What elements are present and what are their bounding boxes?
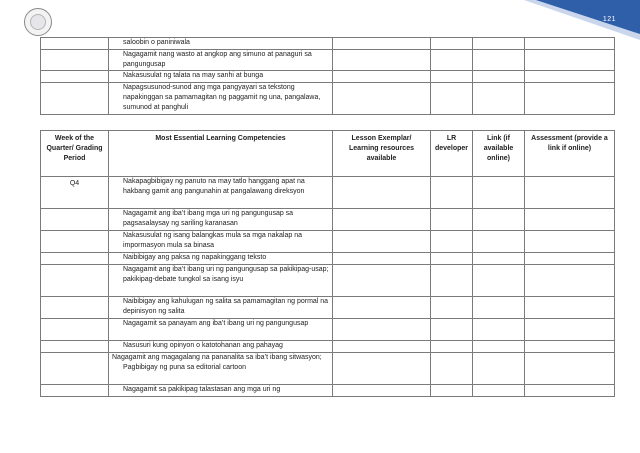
table-row [41, 231, 615, 253]
table-row [41, 253, 615, 265]
header-week: Week of the Quarter/ Grading Period [41, 131, 109, 177]
lesson-cell [333, 71, 431, 83]
table-row [41, 50, 615, 71]
header-lr: LR developer [431, 131, 473, 177]
header-assessment: Assessment (provide a link if online) [525, 131, 615, 177]
assessment-cell [525, 231, 615, 253]
week-cell [41, 341, 109, 353]
competency-cell [109, 353, 333, 385]
assessment-cell [525, 50, 615, 71]
link-cell [473, 253, 525, 265]
competency-line: Nagagamit ang magagalang na pananalita sa iba’t ibang sitwasyon; [112, 354, 322, 361]
link-cell [473, 209, 525, 231]
table-row [41, 177, 615, 209]
lr-cell [431, 71, 473, 83]
week-cell [41, 71, 109, 83]
table-row [41, 209, 615, 231]
assessment-cell [525, 341, 615, 353]
quarter-cell: Q4 [41, 177, 109, 209]
link-cell [473, 319, 525, 341]
deped-seal-logo [24, 8, 52, 36]
header-lesson: Lesson Exemplar/ Learning resources available [333, 131, 431, 177]
week-cell [41, 83, 109, 115]
link-cell [473, 353, 525, 385]
table-header-row [41, 131, 615, 177]
link-cell [473, 341, 525, 353]
week-cell [41, 50, 109, 71]
week-cell [41, 297, 109, 319]
competency-cell: Nakapagbibigay ng panuto na may tatlo hanggang apat na hakbang gamit ang pangunahin at pangalawang direksyon [109, 177, 333, 209]
lesson-cell [333, 265, 431, 297]
competency-line: Pagbibigay ng puna sa editorial cartoon [123, 364, 246, 371]
week-cell [41, 319, 109, 341]
lr-cell [431, 341, 473, 353]
table-row [41, 385, 615, 397]
assessment-cell [525, 71, 615, 83]
assessment-cell [525, 319, 615, 341]
lesson-cell [333, 50, 431, 71]
header-melc: Most Essential Learning Competencies [109, 131, 333, 177]
lr-cell [431, 38, 473, 50]
week-cell [41, 385, 109, 397]
week-cell [41, 38, 109, 50]
lr-cell [431, 353, 473, 385]
link-cell [473, 385, 525, 397]
week-cell [41, 265, 109, 297]
competency-table [40, 130, 615, 397]
competency-table-continued [40, 37, 615, 115]
competency-cell: Naibibigay ang kahulugan ng salita sa pamamagitan ng pormal na depinisyon ng salita [109, 297, 333, 319]
lr-cell [431, 253, 473, 265]
header-link: Link (if available online) [473, 131, 525, 177]
assessment-cell [525, 265, 615, 297]
lr-cell [431, 83, 473, 115]
competency-cell: Nagagamit nang wasto at angkop ang simuno at panaguri sa pangungusap [109, 50, 333, 71]
table-row [41, 71, 615, 83]
lesson-cell [333, 83, 431, 115]
lr-cell [431, 265, 473, 297]
table-row [41, 319, 615, 341]
competency-cell: Nasusuri kung opinyon o katotohanan ang pahayag [109, 341, 333, 353]
link-cell [473, 177, 525, 209]
link-cell [473, 50, 525, 71]
lr-cell [431, 231, 473, 253]
lr-cell [431, 177, 473, 209]
week-cell [41, 253, 109, 265]
lr-cell [431, 209, 473, 231]
lesson-cell [333, 209, 431, 231]
table-row [41, 297, 615, 319]
link-cell [473, 265, 525, 297]
lesson-cell [333, 341, 431, 353]
competency-cell: Nagagamit sa panayam ang iba’t ibang uri ng pangungusap [109, 319, 333, 341]
competency-cell: Nagagamit ang iba’t ibang uri ng pangungusap sa pakikipag-usap; pakikipag-debate tungkol sa isang isyu [109, 265, 333, 297]
assessment-cell [525, 83, 615, 115]
competency-cell: Nagagamit sa pakikipag talastasan ang mga uri ng [109, 385, 333, 397]
lesson-cell [333, 353, 431, 385]
lr-cell [431, 50, 473, 71]
lr-cell [431, 319, 473, 341]
table-row [41, 353, 615, 385]
competency-cell: Nakasusulat ng isang balangkas mula sa mga nakalap na impormasyon mula sa binasa [109, 231, 333, 253]
competency-cell: Naibibigay ang paksa ng napakinggang teksto [109, 253, 333, 265]
link-cell [473, 231, 525, 253]
table-row [41, 265, 615, 297]
table-row [41, 38, 615, 50]
lr-cell [431, 385, 473, 397]
link-cell [473, 297, 525, 319]
lesson-cell [333, 38, 431, 50]
assessment-cell [525, 297, 615, 319]
table-row [41, 341, 615, 353]
week-cell [41, 353, 109, 385]
competency-cell: Nakasusulat ng talata na may sanhi at bunga [109, 71, 333, 83]
competency-cell: Nagagamit ang iba’t ibang mga uri ng pangungusap sa pagsasalaysay ng sariling karanasan [109, 209, 333, 231]
lesson-cell [333, 319, 431, 341]
competency-cell: Napagsusunod-sunod ang mga pangyayari sa tekstong napakinggan sa pamamagitan ng paggamit ng una, pangalawa, sumunod at panghuli [109, 83, 333, 115]
assessment-cell [525, 177, 615, 209]
lesson-cell [333, 253, 431, 265]
assessment-cell [525, 209, 615, 231]
competency-cell: saloobin o paniniwala [109, 38, 333, 50]
assessment-cell [525, 253, 615, 265]
page-number: 121 [602, 16, 616, 23]
week-cell [41, 209, 109, 231]
link-cell [473, 71, 525, 83]
lesson-cell [333, 297, 431, 319]
lr-cell [431, 297, 473, 319]
link-cell [473, 38, 525, 50]
assessment-cell [525, 38, 615, 50]
lesson-cell [333, 177, 431, 209]
assessment-cell [525, 385, 615, 397]
link-cell [473, 83, 525, 115]
lesson-cell [333, 231, 431, 253]
table-row [41, 83, 615, 115]
week-cell [41, 231, 109, 253]
lesson-cell [333, 385, 431, 397]
assessment-cell [525, 353, 615, 385]
